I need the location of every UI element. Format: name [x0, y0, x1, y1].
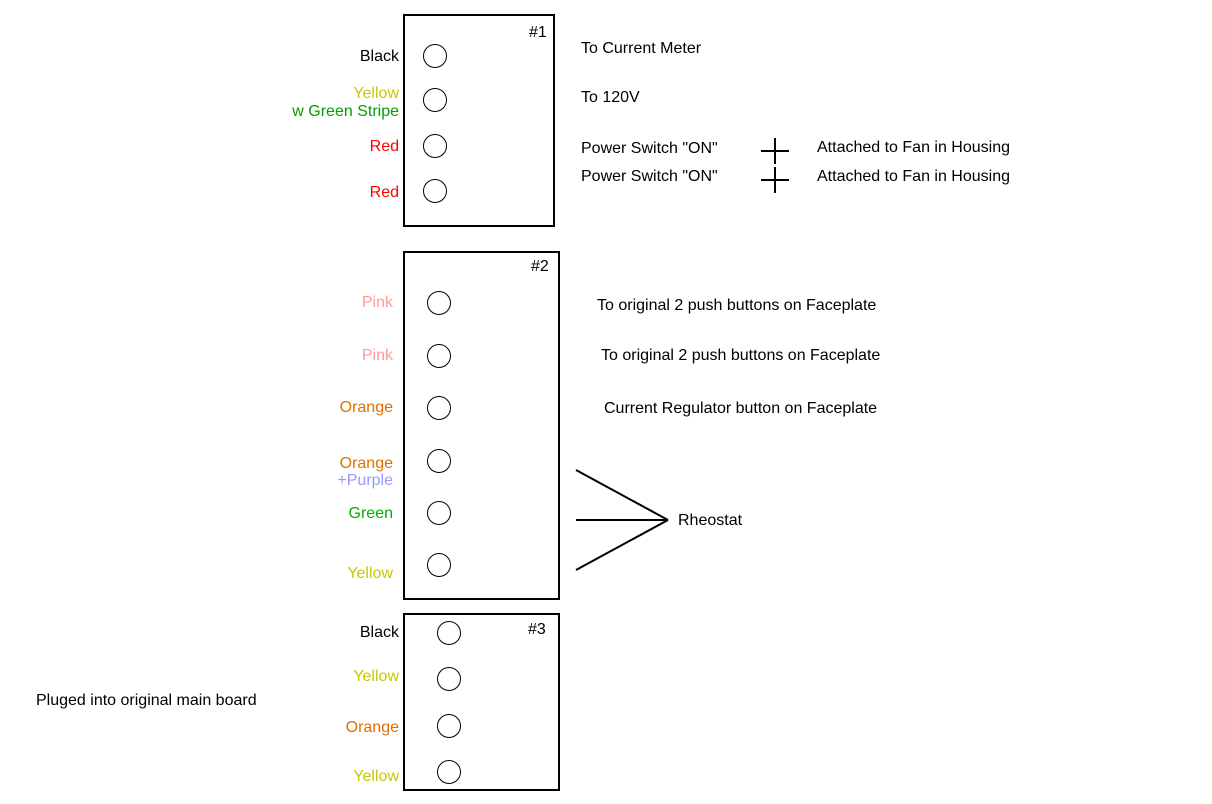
connector-1-wire-label-2: Yellow: [353, 85, 399, 102]
connector-1-note-1: To Current Meter: [581, 40, 702, 57]
connector-1-note-3: Power Switch "ON": [581, 140, 718, 157]
connector-1-wire-label-3: w Green Stripe: [292, 103, 399, 120]
connector-2-note-1: To original 2 push buttons on Faceplate: [597, 297, 877, 314]
junction-mark-2-vertical: [774, 167, 776, 193]
connector-3-pin-2[interactable]: [437, 667, 461, 691]
connector-2-wire-label-3: Orange: [339, 399, 393, 416]
connector-2-wire-label-2: Pink: [361, 347, 393, 364]
connector-2-note-3: Current Regulator button on Faceplate: [604, 400, 878, 417]
connector-2-note-4: Rheostat: [678, 512, 743, 529]
connector-1-pin-2[interactable]: [423, 88, 447, 112]
connector-3-pin-4[interactable]: [437, 760, 461, 784]
connector-2-note-2: To original 2 push buttons on Faceplate: [601, 347, 881, 364]
connector-1-note-5: Attached to Fan in Housing: [817, 139, 1011, 156]
connector-3-wire-label-1: Black: [359, 624, 399, 641]
connector-2-pin-3[interactable]: [427, 396, 451, 420]
connector-2-wire-label-5: +Purple: [337, 472, 393, 489]
connector-1-note-4: Power Switch "ON": [581, 168, 718, 185]
connector-2-pin-2[interactable]: [427, 344, 451, 368]
connector-1-pin-3[interactable]: [423, 134, 447, 158]
connector-3-pin-3[interactable]: [437, 714, 461, 738]
connector-3-label: #3: [528, 621, 546, 638]
connector-2-pin-4[interactable]: [427, 449, 451, 473]
connector-1-note-6: Attached to Fan in Housing: [817, 168, 1011, 185]
connector-2-label: #2: [531, 258, 549, 275]
connector-3-pin-1[interactable]: [437, 621, 461, 645]
connector-1-wire-label-5: Red: [369, 184, 399, 201]
connector-2-wire-label-7: Yellow: [347, 565, 393, 582]
connector-3-note-1: Pluged into original main board: [36, 692, 257, 709]
connector-1-note-2: To 120V: [581, 89, 640, 106]
connector-2-wire-label-1: Pink: [361, 294, 393, 311]
connector-1-pin-4[interactable]: [423, 179, 447, 203]
connector-3-body: [403, 613, 560, 791]
connector-3-wire-label-3: Orange: [345, 719, 399, 736]
connector-1-wire-label-4: Red: [369, 138, 399, 155]
connector-1-pin-1[interactable]: [423, 44, 447, 68]
connector-2-pin-6[interactable]: [427, 553, 451, 577]
connector-3-wire-label-2: Yellow: [353, 668, 399, 685]
connector-3-wire-label-4: Yellow: [353, 768, 399, 785]
connector-2-pin-1[interactable]: [427, 291, 451, 315]
connector-2-pin-5[interactable]: [427, 501, 451, 525]
connector-1-wire-label-1: Black: [359, 48, 399, 65]
junction-mark-1-vertical: [774, 138, 776, 164]
connector-2-wire-label-6: Green: [348, 505, 393, 522]
connector-1-label: #1: [529, 24, 547, 41]
connector-2-wire-label-4: Orange: [339, 455, 393, 472]
